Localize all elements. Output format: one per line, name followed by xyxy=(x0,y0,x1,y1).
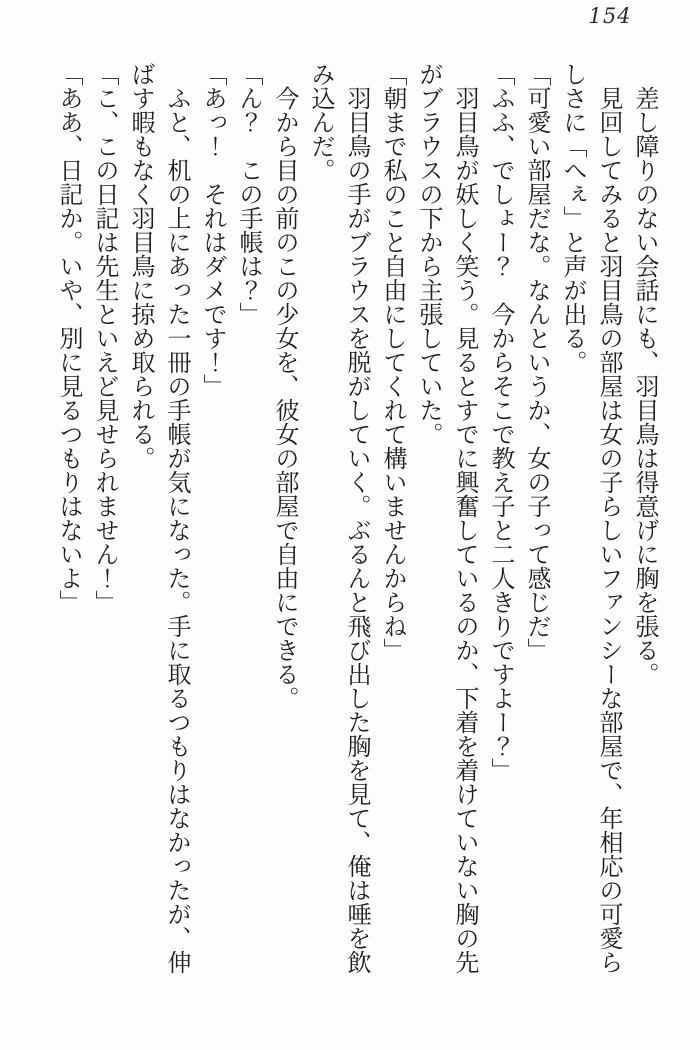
paragraph-dialogue: 「可愛い部屋だな。なんというか、女の子って感じだ」 xyxy=(523,62,551,662)
paragraph: 羽目鳥が妖しく笑う。見るとすでに興奮しているのか、下着を着けていない胸の先がブラウスの下から主張していた。 xyxy=(415,62,479,974)
paragraph-dialogue: 「朝まで私のこと自由にしてくれて構いませんからね」 xyxy=(379,62,407,662)
paragraph: 今から目の前のこの少女を、彼女の部屋で自由にできる。 xyxy=(271,86,299,710)
page-text xyxy=(49,62,663,978)
paragraph-dialogue: 「ああ、日記か。いや、別に見るつもりはないよ」 xyxy=(55,62,83,614)
paragraph: 差し障りのない会話にも、羽目鳥は得意げに胸を張る。 xyxy=(631,86,659,686)
paragraph: ふと、机の上にあった一冊の手帳が気になった。手に取るつもりはなかったが、伸ばす暇もなく羽目鳥に掠め取られる。 xyxy=(127,62,191,974)
paragraph: 見回してみると羽目鳥の部屋は女の子らしいファンシーな部屋で、年相応の可愛らしさに「へぇ」と声が出る。 xyxy=(559,62,623,974)
paragraph-dialogue: 「こ、この日記は先生といえど見せられません！」 xyxy=(91,62,119,614)
paragraph: 羽目鳥の手がブラウスを脱がしていく。ぶるんと飛び出した胸を見て、俺は唾を飲み込んだ。 xyxy=(307,62,371,974)
paragraph-dialogue: 「ふふ、でしょー？ 今からそこで教え子と二人きりですよー？」 xyxy=(487,62,515,782)
paragraph-dialogue: 「あっ！ それはダメです！」 xyxy=(199,62,227,398)
paragraph-dialogue: 「ん？ この手帳は？」 xyxy=(235,62,263,326)
page-number: 154 xyxy=(588,4,632,28)
